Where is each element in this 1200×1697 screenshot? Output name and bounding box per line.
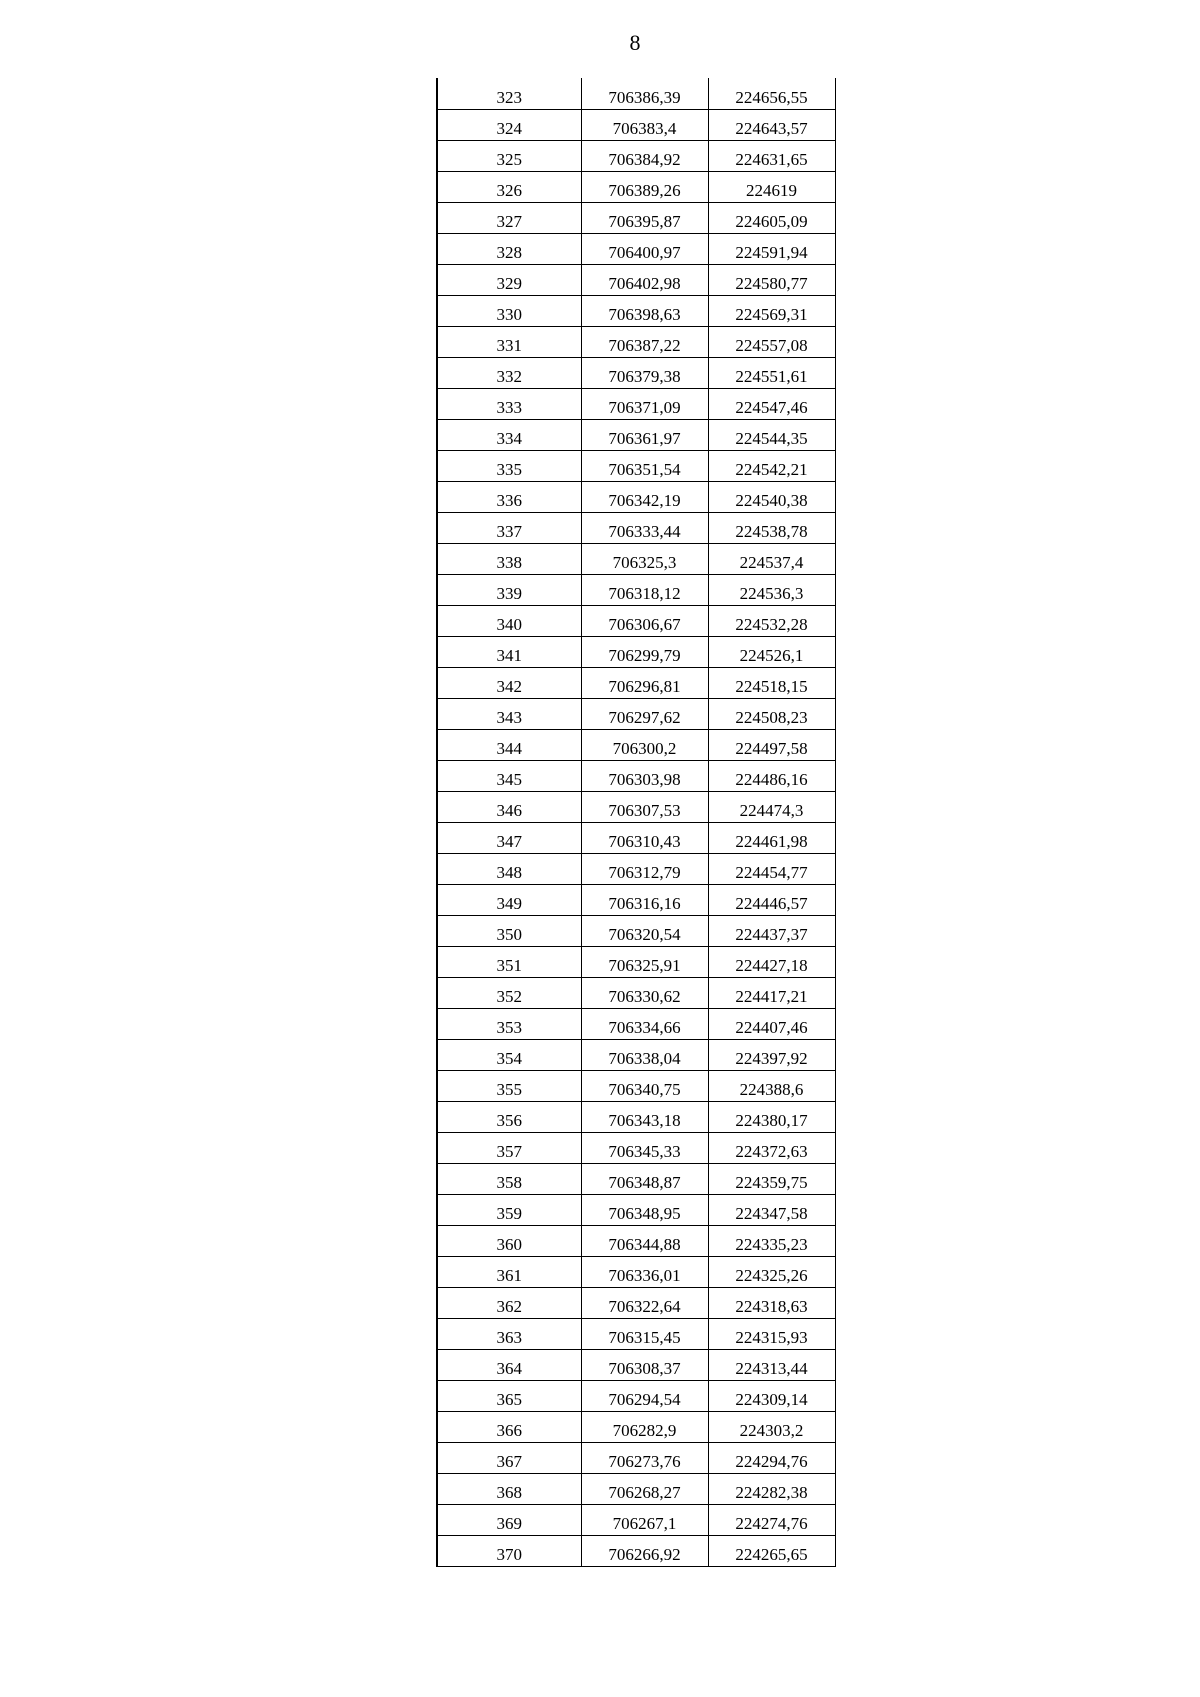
point-number-cell: 351 [437,946,581,977]
y-coordinate-cell: 224508,23 [708,698,835,729]
x-coordinate-cell: 706334,66 [581,1008,708,1039]
y-coordinate-cell: 224619 [708,171,835,202]
table-row [437,1380,835,1411]
x-coordinate-cell: 706307,53 [581,791,708,822]
y-coordinate-cell: 224282,38 [708,1473,835,1504]
x-coordinate-cell: 706315,45 [581,1318,708,1349]
point-number-cell: 347 [437,822,581,853]
table-row [437,822,835,853]
x-coordinate-cell: 706389,26 [581,171,708,202]
point-number-cell: 355 [437,1070,581,1101]
x-coordinate-cell: 706306,67 [581,605,708,636]
point-number-cell: 366 [437,1411,581,1442]
x-coordinate-cell: 706282,9 [581,1411,708,1442]
point-number-cell: 368 [437,1473,581,1504]
x-coordinate-cell: 706266,92 [581,1535,708,1566]
x-coordinate-cell: 706316,16 [581,884,708,915]
table-row [437,543,835,574]
point-number-cell: 338 [437,543,581,574]
point-number-cell: 333 [437,388,581,419]
table-row [437,884,835,915]
x-coordinate-cell: 706330,62 [581,977,708,1008]
point-number-cell: 352 [437,977,581,1008]
x-coordinate-cell: 706371,09 [581,388,708,419]
point-number-cell: 350 [437,915,581,946]
y-coordinate-cell: 224544,35 [708,419,835,450]
table-row [437,1287,835,1318]
x-coordinate-cell: 706344,88 [581,1225,708,1256]
y-coordinate-cell: 224536,3 [708,574,835,605]
y-coordinate-cell: 224372,63 [708,1132,835,1163]
table-row [437,605,835,636]
table-row [437,698,835,729]
x-coordinate-cell: 706343,18 [581,1101,708,1132]
point-number-cell: 344 [437,729,581,760]
y-coordinate-cell: 224437,37 [708,915,835,946]
point-number-cell: 345 [437,760,581,791]
table-row [437,78,835,109]
table-row [437,357,835,388]
y-coordinate-cell: 224497,58 [708,729,835,760]
x-coordinate-cell: 706300,2 [581,729,708,760]
point-number-cell: 336 [437,481,581,512]
y-coordinate-cell: 224526,1 [708,636,835,667]
table-row [437,1132,835,1163]
point-number-cell: 354 [437,1039,581,1070]
table-row [437,729,835,760]
table-row [437,915,835,946]
y-coordinate-cell: 224540,38 [708,481,835,512]
x-coordinate-cell: 706325,3 [581,543,708,574]
point-number-cell: 362 [437,1287,581,1318]
y-coordinate-cell: 224569,31 [708,295,835,326]
y-coordinate-cell: 224427,18 [708,946,835,977]
x-coordinate-cell: 706297,62 [581,698,708,729]
table-row [437,1163,835,1194]
table-row [437,760,835,791]
point-number-cell: 361 [437,1256,581,1287]
point-number-cell: 324 [437,109,581,140]
point-number-cell: 340 [437,605,581,636]
x-coordinate-cell: 706384,92 [581,140,708,171]
point-number-cell: 323 [437,78,581,109]
x-coordinate-cell: 706296,81 [581,667,708,698]
point-number-cell: 353 [437,1008,581,1039]
table-row [437,1070,835,1101]
table-row [437,1442,835,1473]
table-row [437,1194,835,1225]
table-row [437,853,835,884]
point-number-cell: 328 [437,233,581,264]
table-row [437,233,835,264]
x-coordinate-cell: 706395,87 [581,202,708,233]
x-coordinate-cell: 706273,76 [581,1442,708,1473]
table-row [437,1349,835,1380]
point-number-cell: 357 [437,1132,581,1163]
x-coordinate-cell: 706383,4 [581,109,708,140]
table-row [437,419,835,450]
y-coordinate-cell: 224454,77 [708,853,835,884]
table-row [437,264,835,295]
point-number-cell: 364 [437,1349,581,1380]
table-row [437,1504,835,1535]
table-row [437,1225,835,1256]
point-number-cell: 346 [437,791,581,822]
table-row [437,791,835,822]
x-coordinate-cell: 706322,64 [581,1287,708,1318]
y-coordinate-cell: 224265,65 [708,1535,835,1566]
x-coordinate-cell: 706340,75 [581,1070,708,1101]
x-coordinate-cell: 706320,54 [581,915,708,946]
y-coordinate-cell: 224486,16 [708,760,835,791]
y-coordinate-cell: 224294,76 [708,1442,835,1473]
y-coordinate-cell: 224605,09 [708,202,835,233]
table-row [437,326,835,357]
point-number-cell: 365 [437,1380,581,1411]
table-row [437,1411,835,1442]
table-row [437,1256,835,1287]
x-coordinate-cell: 706348,95 [581,1194,708,1225]
y-coordinate-cell: 224538,78 [708,512,835,543]
table-row [437,295,835,326]
point-number-cell: 326 [437,171,581,202]
table-row [437,450,835,481]
x-coordinate-cell: 706361,97 [581,419,708,450]
x-coordinate-cell: 706402,98 [581,264,708,295]
table-row [437,667,835,698]
y-coordinate-cell: 224397,92 [708,1039,835,1070]
x-coordinate-cell: 706387,22 [581,326,708,357]
table-row [437,481,835,512]
coordinates-table [436,78,836,1567]
table-row [437,388,835,419]
x-coordinate-cell: 706318,12 [581,574,708,605]
point-number-cell: 334 [437,419,581,450]
x-coordinate-cell: 706400,97 [581,233,708,264]
point-number-cell: 339 [437,574,581,605]
y-coordinate-cell: 224315,93 [708,1318,835,1349]
table-row [437,574,835,605]
table-row [437,202,835,233]
x-coordinate-cell: 706336,01 [581,1256,708,1287]
y-coordinate-cell: 224309,14 [708,1380,835,1411]
point-number-cell: 356 [437,1101,581,1132]
table-row [437,1101,835,1132]
y-coordinate-cell: 224318,63 [708,1287,835,1318]
x-coordinate-cell: 706325,91 [581,946,708,977]
table-row [437,171,835,202]
y-coordinate-cell: 224388,6 [708,1070,835,1101]
x-coordinate-cell: 706268,27 [581,1473,708,1504]
x-coordinate-cell: 706338,04 [581,1039,708,1070]
point-number-cell: 358 [437,1163,581,1194]
point-number-cell: 330 [437,295,581,326]
page-number: 8 [629,30,641,55]
y-coordinate-cell: 224551,61 [708,357,835,388]
point-number-cell: 327 [437,202,581,233]
table-row [437,109,835,140]
table-row [437,636,835,667]
y-coordinate-cell: 224313,44 [708,1349,835,1380]
y-coordinate-cell: 224580,77 [708,264,835,295]
x-coordinate-cell: 706294,54 [581,1380,708,1411]
x-coordinate-cell: 706379,38 [581,357,708,388]
y-coordinate-cell: 224446,57 [708,884,835,915]
y-coordinate-cell: 224325,26 [708,1256,835,1287]
point-number-cell: 359 [437,1194,581,1225]
y-coordinate-cell: 224380,17 [708,1101,835,1132]
table-row [437,140,835,171]
x-coordinate-cell: 706308,37 [581,1349,708,1380]
point-number-cell: 360 [437,1225,581,1256]
point-number-cell: 337 [437,512,581,543]
y-coordinate-cell: 224591,94 [708,233,835,264]
y-coordinate-cell: 224474,3 [708,791,835,822]
x-coordinate-cell: 706333,44 [581,512,708,543]
point-number-cell: 349 [437,884,581,915]
x-coordinate-cell: 706386,39 [581,78,708,109]
table-row [437,1473,835,1504]
table-row [437,977,835,1008]
point-number-cell: 331 [437,326,581,357]
y-coordinate-cell: 224359,75 [708,1163,835,1194]
point-number-cell: 332 [437,357,581,388]
y-coordinate-cell: 224537,4 [708,543,835,574]
x-coordinate-cell: 706348,87 [581,1163,708,1194]
x-coordinate-cell: 706398,63 [581,295,708,326]
y-coordinate-cell: 224274,76 [708,1504,835,1535]
y-coordinate-cell: 224643,57 [708,109,835,140]
y-coordinate-cell: 224417,21 [708,977,835,1008]
point-number-cell: 329 [437,264,581,295]
y-coordinate-cell: 224347,58 [708,1194,835,1225]
point-number-cell: 343 [437,698,581,729]
table-row [437,1008,835,1039]
point-number-cell: 348 [437,853,581,884]
point-number-cell: 367 [437,1442,581,1473]
point-number-cell: 342 [437,667,581,698]
y-coordinate-cell: 224547,46 [708,388,835,419]
x-coordinate-cell: 706299,79 [581,636,708,667]
y-coordinate-cell: 224461,98 [708,822,835,853]
y-coordinate-cell: 224557,08 [708,326,835,357]
point-number-cell: 335 [437,450,581,481]
table-row [437,1318,835,1349]
point-number-cell: 370 [437,1535,581,1566]
y-coordinate-cell: 224303,2 [708,1411,835,1442]
coordinates-table-body [437,78,835,1566]
x-coordinate-cell: 706310,43 [581,822,708,853]
point-number-cell: 341 [437,636,581,667]
y-coordinate-cell: 224631,65 [708,140,835,171]
y-coordinate-cell: 224542,21 [708,450,835,481]
table-row [437,1535,835,1566]
point-number-cell: 363 [437,1318,581,1349]
point-number-cell: 325 [437,140,581,171]
table-row [437,946,835,977]
y-coordinate-cell: 224335,23 [708,1225,835,1256]
x-coordinate-cell: 706312,79 [581,853,708,884]
y-coordinate-cell: 224532,28 [708,605,835,636]
table-row [437,512,835,543]
point-number-cell: 369 [437,1504,581,1535]
x-coordinate-cell: 706345,33 [581,1132,708,1163]
y-coordinate-cell: 224656,55 [708,78,835,109]
y-coordinate-cell: 224407,46 [708,1008,835,1039]
table-row [437,1039,835,1070]
x-coordinate-cell: 706342,19 [581,481,708,512]
y-coordinate-cell: 224518,15 [708,667,835,698]
x-coordinate-cell: 706351,54 [581,450,708,481]
x-coordinate-cell: 706267,1 [581,1504,708,1535]
x-coordinate-cell: 706303,98 [581,760,708,791]
